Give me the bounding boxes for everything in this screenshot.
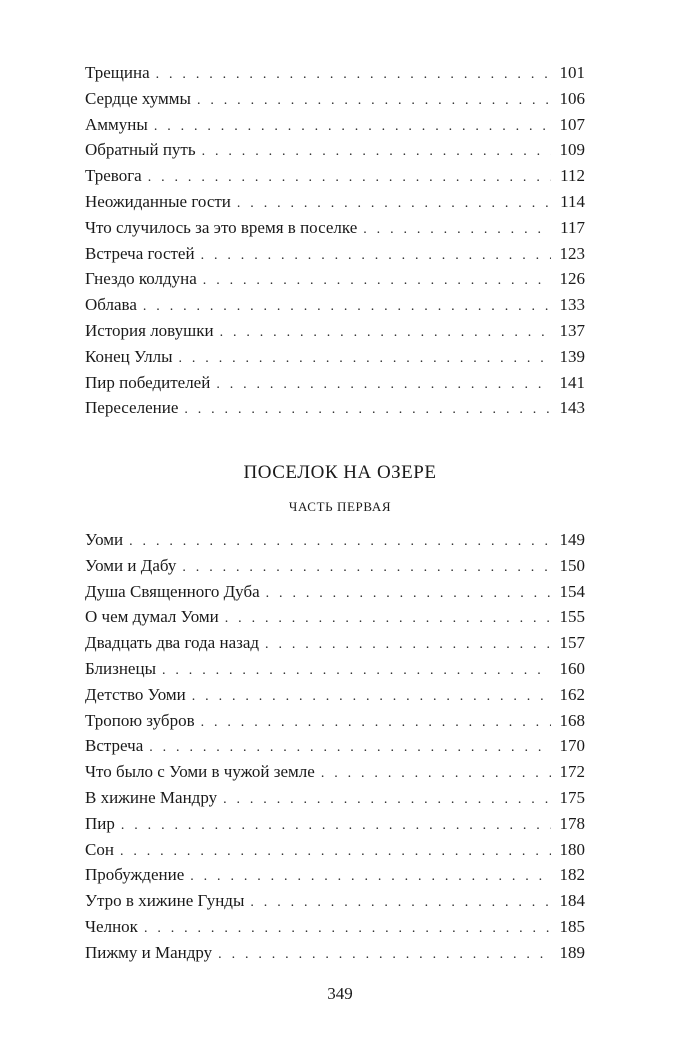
dot-leader xyxy=(265,632,551,658)
toc-entry xyxy=(85,811,585,837)
toc-entry-title: Пижму и Мандру xyxy=(85,942,213,962)
toc-entry-title: Пир победителей xyxy=(85,372,211,392)
dot-leader xyxy=(144,916,551,942)
toc-entry xyxy=(85,759,585,785)
dot-leader xyxy=(120,839,551,865)
toc-entry xyxy=(85,940,585,966)
dot-leader xyxy=(179,346,552,372)
dot-leader xyxy=(129,529,551,555)
dot-leader xyxy=(148,165,551,191)
dot-leader xyxy=(223,787,551,813)
toc-entry-page: 139 xyxy=(559,346,585,366)
toc-entry xyxy=(85,785,585,811)
toc-entry-page: 178 xyxy=(559,813,585,833)
toc-entry xyxy=(85,862,585,888)
dot-leader xyxy=(237,191,551,217)
toc-entry xyxy=(85,527,585,553)
toc-entry-page: 126 xyxy=(559,269,585,289)
toc-entry-title: Аммуны xyxy=(85,114,148,134)
toc-entry-page: 133 xyxy=(559,295,585,315)
toc-entry xyxy=(85,344,585,370)
toc-entry-page: 185 xyxy=(559,916,585,936)
dot-leader xyxy=(363,217,551,243)
toc-entry-title: О чем думал Уоми xyxy=(85,607,219,627)
toc-entry xyxy=(85,86,585,112)
page-number: 349 xyxy=(327,984,353,1003)
toc-entry-title: Что было с Уоми в чужой земле xyxy=(85,762,315,782)
dot-leader xyxy=(203,268,551,294)
toc-entry-page: 141 xyxy=(559,372,585,392)
toc-entry xyxy=(85,553,585,579)
dot-leader xyxy=(220,320,551,346)
toc-entry-page: 149 xyxy=(559,530,585,549)
toc-entry xyxy=(85,888,585,914)
toc-entry-page: 114 xyxy=(560,191,585,211)
toc-entry xyxy=(85,630,585,656)
toc-entry xyxy=(85,189,585,215)
toc-entry-page: 112 xyxy=(560,166,585,186)
toc-entry-title: Трещина xyxy=(85,63,150,82)
toc-entry xyxy=(85,60,585,86)
toc-list-part-one xyxy=(85,527,585,966)
toc-entry-page: 160 xyxy=(559,658,585,678)
toc-entry xyxy=(85,579,585,605)
dot-leader xyxy=(154,114,551,140)
toc-entry-title: Душа Священного Дуба xyxy=(85,581,260,601)
dot-leader xyxy=(218,942,551,968)
toc-entry-page: 168 xyxy=(559,710,585,730)
toc-entry xyxy=(85,656,585,682)
toc-entry-page: 172 xyxy=(559,762,585,782)
toc-entry xyxy=(85,163,585,189)
toc-entry-title: Утро в хижине Гунды xyxy=(85,891,245,911)
toc-entry-title: Конец Уллы xyxy=(85,346,173,366)
toc-entry xyxy=(85,733,585,759)
toc-entry xyxy=(85,137,585,163)
toc-entry xyxy=(85,914,585,940)
dot-leader xyxy=(216,372,551,398)
toc-entry-page: 101 xyxy=(559,63,585,82)
dot-leader xyxy=(321,761,551,787)
dot-leader xyxy=(121,813,551,839)
toc-entry-page: 162 xyxy=(559,684,585,704)
dot-leader xyxy=(266,581,551,607)
toc-entry xyxy=(85,241,585,267)
section-title: ПОСЕЛОК НА ОЗЕРЕ xyxy=(243,462,437,483)
toc-entry-title: Двадцать два года назад xyxy=(85,633,260,653)
toc-list-previous-section xyxy=(85,60,585,421)
toc-entry-page: 150 xyxy=(559,555,585,575)
toc-entry-page: 107 xyxy=(559,114,585,134)
toc-entry-page: 109 xyxy=(559,140,585,160)
dot-leader xyxy=(202,139,551,165)
dot-leader xyxy=(225,606,551,632)
toc-entry-title: Переселение xyxy=(85,398,179,418)
toc-entry-page: 143 xyxy=(559,398,585,418)
toc-entry-title: Сон xyxy=(85,839,114,859)
toc-entry-page: 175 xyxy=(559,787,585,807)
dot-leader xyxy=(184,397,551,423)
toc-entry-page: 170 xyxy=(559,736,585,756)
toc-entry-title: Близнецы xyxy=(85,658,156,678)
toc-entry-page: 154 xyxy=(559,581,585,601)
toc-entry-page: 189 xyxy=(559,942,585,962)
dot-leader xyxy=(182,555,551,581)
toc-entry-page: 157 xyxy=(559,633,585,653)
toc-entry-page: 184 xyxy=(559,891,585,911)
toc-entry-page: 182 xyxy=(559,865,585,885)
part-title: ЧАСТЬ ПЕРВАЯ xyxy=(288,499,392,514)
toc-entry-title: История ловушки xyxy=(85,320,214,340)
toc-entry-page: 155 xyxy=(559,607,585,627)
toc-entry-title: Неожиданные гости xyxy=(85,191,231,211)
toc-entry-title: В хижине Мандру xyxy=(85,787,218,807)
toc-entry xyxy=(85,215,585,241)
dot-leader xyxy=(190,864,551,890)
toc-entry xyxy=(85,370,585,396)
dot-leader xyxy=(149,735,551,761)
toc-entry-page: 117 xyxy=(560,217,585,237)
toc-entry-title: Сердце хуммы xyxy=(85,88,191,108)
toc-entry xyxy=(85,318,585,344)
dot-leader xyxy=(201,243,551,269)
toc-entry xyxy=(85,682,585,708)
toc-entry-page: 123 xyxy=(559,243,585,263)
dot-leader xyxy=(250,890,551,916)
toc-entry xyxy=(85,604,585,630)
toc-entry xyxy=(85,837,585,863)
toc-entry-title: Детство Уоми xyxy=(85,684,186,704)
toc-entry-title: Уоми и Дабу xyxy=(85,555,177,575)
toc-entry-title: Обратный путь xyxy=(85,140,196,160)
toc-entry-page: 180 xyxy=(559,839,585,859)
toc-entry-page: 106 xyxy=(559,88,585,108)
toc-entry-title: Челнок xyxy=(85,916,138,936)
toc-entry-title: Пробуждение xyxy=(85,865,185,885)
toc-entry-page: 137 xyxy=(559,320,585,340)
toc-entry-title: Гнездо колдуна xyxy=(85,269,197,289)
dot-leader xyxy=(201,710,551,736)
toc-entry-title: Тревога xyxy=(85,166,142,186)
toc-entry-title: Встреча xyxy=(85,736,144,756)
toc-entry xyxy=(85,112,585,138)
toc-entry-title: Облава xyxy=(85,295,137,315)
toc-entry-title: Уоми xyxy=(85,530,124,549)
toc-entry-title: Что случилось за это время в поселке xyxy=(85,217,358,237)
toc-entry xyxy=(85,708,585,734)
dot-leader xyxy=(156,62,551,88)
dot-leader xyxy=(162,658,551,684)
toc-entry-title: Встреча гостей xyxy=(85,243,195,263)
toc-entry xyxy=(85,266,585,292)
toc-entry xyxy=(85,292,585,318)
dot-leader xyxy=(197,88,551,114)
dot-leader xyxy=(192,684,551,710)
dot-leader xyxy=(143,294,551,320)
toc-entry-title: Тропою зубров xyxy=(85,710,195,730)
toc-entry xyxy=(85,395,585,421)
toc-entry-title: Пир xyxy=(85,813,115,833)
